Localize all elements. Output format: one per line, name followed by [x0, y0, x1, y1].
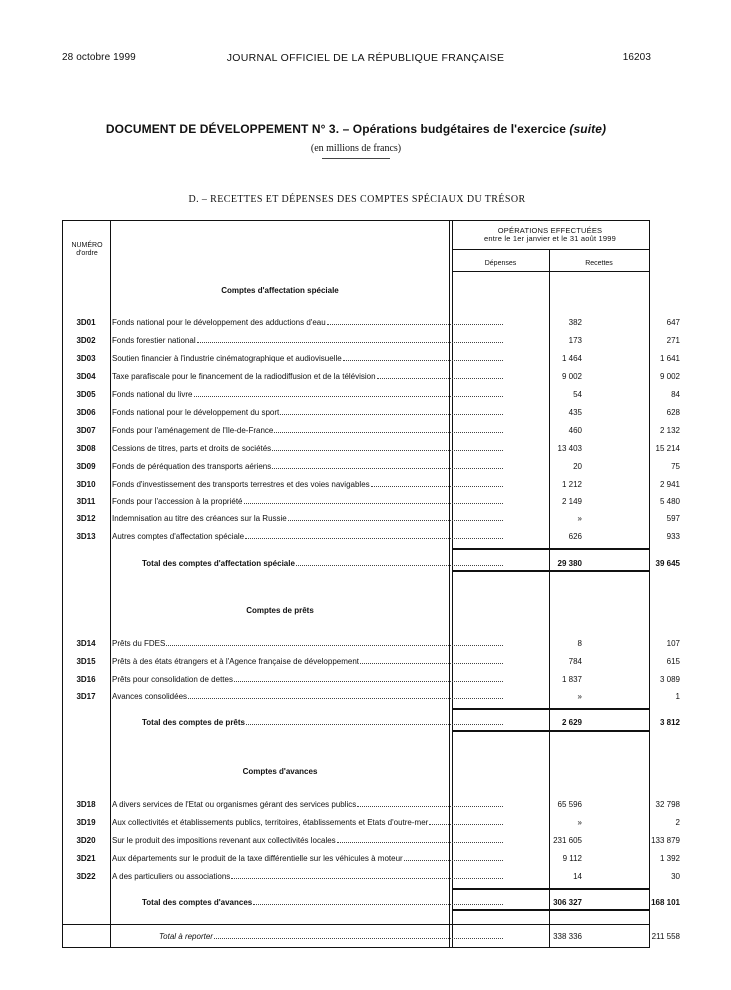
row-code: 3D03 [76, 354, 96, 363]
header-page-number: 16203 [622, 52, 651, 63]
document-title-main: DOCUMENT DE DÉVELOPPEMENT N° 3. – Opérations budgétaires de l'exercice [105, 122, 566, 136]
row-label: A divers services de l'Etat ou organismes gérant des services publics [112, 800, 504, 809]
row-depenses: 54 [573, 390, 582, 399]
table-row [62, 637, 680, 650]
row-depenses: 382 [568, 318, 582, 327]
column-header-number [64, 242, 110, 258]
row-code: 3D19 [76, 818, 96, 827]
row-recettes: 628 [666, 408, 680, 417]
row-label: Fonds de péréquation des transports aériens [112, 462, 504, 471]
group-title-avances: Comptes d'avances [242, 767, 318, 776]
title-divider [322, 158, 390, 159]
row-code: 3D09 [76, 462, 96, 471]
header-rule-ops [452, 249, 650, 250]
column-header-operations-line2: entre le 1er janvier et le 31 août 1999 [483, 234, 617, 243]
total-label: Total des comptes d'avances [142, 898, 504, 907]
row-depenses: 626 [568, 532, 582, 541]
table-row [62, 478, 680, 491]
row-code: 3D14 [76, 639, 96, 648]
report-label: Total à reporter [159, 932, 504, 941]
table-row [62, 388, 680, 401]
row-recettes: 2 [675, 818, 680, 827]
row-code: 3D08 [76, 444, 96, 453]
total-row [62, 716, 680, 729]
header-rule-bottom [452, 271, 650, 272]
table-row [62, 834, 680, 847]
row-label: Avances consolidées [112, 692, 504, 701]
row-recettes: 271 [666, 336, 680, 345]
row-label: Taxe parafiscale pour le financement de la radiodiffusion et de la télévision [112, 372, 504, 381]
row-code: 3D18 [76, 800, 96, 809]
total-rule-top [452, 708, 650, 710]
row-label: Fonds d'investissement des transports terrestres et des voies navigables [112, 480, 504, 489]
total-label: Total des comptes de prêts [142, 718, 504, 727]
row-depenses: 14 [573, 872, 582, 881]
row-label: Fonds national pour le développement des adductions d'eau [112, 318, 504, 327]
row-recettes: 5 480 [659, 497, 680, 506]
row-label: Prêts du FDES [112, 639, 504, 648]
row-depenses: » [577, 514, 582, 523]
column-header-number-line2: d'ordre [76, 250, 98, 257]
row-code: 3D17 [76, 692, 96, 701]
row-label: Fonds pour l'aménagement de l'Ile-de-France [112, 426, 504, 435]
row-code: 3D06 [76, 408, 96, 417]
row-code: 3D21 [76, 854, 96, 863]
row-label: Aux collectivités et établissements publics, territoires, établissements et Etats d'outre-mer [112, 818, 504, 827]
total-recettes: 168 101 [651, 898, 680, 907]
row-recettes: 933 [666, 532, 680, 541]
document-subtitle: (en millions de francs) [310, 143, 402, 154]
row-label: Indemnisation au titre des créances sur la Russie [112, 514, 504, 523]
row-depenses: » [577, 692, 582, 701]
table-row [62, 816, 680, 829]
row-code: 3D10 [76, 480, 96, 489]
total-rule-bottom [452, 909, 650, 911]
row-depenses: 8 [577, 639, 582, 648]
column-header-number-line1: NUMÉRO [71, 242, 103, 249]
row-depenses: 13 403 [557, 444, 582, 453]
row-recettes: 1 641 [659, 354, 680, 363]
total-depenses: 306 327 [553, 898, 582, 907]
row-recettes: 3 089 [659, 675, 680, 684]
row-depenses: 20 [573, 462, 582, 471]
row-depenses: 784 [568, 657, 582, 666]
table-row [62, 442, 680, 455]
total-depenses: 2 629 [561, 718, 582, 727]
row-depenses: 231 605 [553, 836, 582, 845]
row-code: 3D15 [76, 657, 96, 666]
row-depenses: 460 [568, 426, 582, 435]
table-row [62, 370, 680, 383]
group-title-prets: Comptes de prêts [246, 606, 314, 615]
total-rule-top [452, 888, 650, 890]
row-code: 3D02 [76, 336, 96, 345]
table-row [62, 424, 680, 437]
row-label: Cessions de titres, parts et droits de sociétés [112, 444, 504, 453]
row-label: A des particuliers ou associations [112, 872, 504, 881]
row-recettes: 32 798 [655, 800, 680, 809]
row-label: Autres comptes d'affectation spéciale [112, 532, 504, 541]
document-title-suffix: (suite) [569, 122, 607, 136]
table-row [62, 316, 680, 329]
total-recettes: 3 812 [659, 718, 680, 727]
total-row [62, 557, 680, 570]
total-rule-top [452, 548, 650, 550]
table-row [62, 798, 680, 811]
row-code: 3D16 [76, 675, 96, 684]
document-title [0, 122, 712, 136]
report-row [62, 930, 680, 943]
row-label: Soutien financier à l'industrie cinématographique et audiovisuelle [112, 354, 504, 363]
row-depenses: 173 [568, 336, 582, 345]
report-recettes: 211 558 [651, 932, 680, 941]
table-row [62, 352, 680, 365]
group-title-affectation: Comptes d'affectation spéciale [221, 286, 339, 295]
table-row [62, 406, 680, 419]
row-code: 3D01 [76, 318, 96, 327]
row-code: 3D13 [76, 532, 96, 541]
header-journal-title: JOURNAL OFFICIEL DE LA RÉPUBLIQUE FRANÇAISE [226, 52, 505, 64]
column-header-operations [452, 227, 648, 243]
row-depenses: 2 149 [561, 497, 582, 506]
row-recettes: 30 [671, 872, 680, 881]
row-label: Fonds national pour le développement du sport [112, 408, 504, 417]
total-row [62, 896, 680, 909]
column-header-recettes: Recettes [585, 260, 613, 267]
row-depenses: 1 212 [561, 480, 582, 489]
row-code: 3D20 [76, 836, 96, 845]
table-row [62, 870, 680, 883]
table-row [62, 530, 680, 543]
table-row [62, 460, 680, 473]
row-label: Fonds forestier national [112, 336, 504, 345]
row-label: Sur le produit des impositions revenant aux collectivités locales [112, 836, 504, 845]
section-title: D. – RECETTES ET DÉPENSES DES COMPTES SPÉCIAUX DU TRÉSOR [188, 194, 526, 205]
row-recettes: 615 [666, 657, 680, 666]
report-rule [62, 924, 650, 925]
total-rule-bottom [452, 730, 650, 732]
total-rule-bottom [452, 570, 650, 572]
row-depenses: 1 464 [561, 354, 582, 363]
row-recettes: 2 132 [659, 426, 680, 435]
row-recettes: 133 879 [651, 836, 680, 845]
table-row [62, 512, 680, 525]
table-row [62, 690, 680, 703]
row-depenses: » [577, 818, 582, 827]
row-code: 3D11 [76, 497, 96, 506]
table-row [62, 495, 680, 508]
total-recettes: 39 645 [655, 559, 680, 568]
row-recettes: 1 [675, 692, 680, 701]
row-label: Prêts à des états étrangers et à l'Agence française de développement [112, 657, 504, 666]
row-recettes: 15 214 [655, 444, 680, 453]
row-code: 3D22 [76, 872, 96, 881]
row-recettes: 9 002 [659, 372, 680, 381]
column-header-depenses: Dépenses [484, 260, 517, 267]
row-recettes: 647 [666, 318, 680, 327]
column-header-operations-line1: OPÉRATIONS EFFECTUÉES [497, 226, 603, 235]
row-label: Fonds national du livre [112, 390, 504, 399]
row-depenses: 1 837 [561, 675, 582, 684]
table-row [62, 852, 680, 865]
row-label: Prêts pour consolidation de dettes [112, 675, 504, 684]
row-code: 3D04 [76, 372, 96, 381]
row-recettes: 2 941 [659, 480, 680, 489]
row-recettes: 597 [666, 514, 680, 523]
row-depenses: 9 112 [562, 854, 582, 863]
row-recettes: 75 [671, 462, 680, 471]
row-depenses: 65 596 [557, 800, 582, 809]
row-label: Aux départements sur le produit de la taxe différentielle sur les véhicules à moteur [112, 854, 504, 863]
row-code: 3D05 [76, 390, 96, 399]
row-recettes: 1 392 [659, 854, 680, 863]
row-code: 3D12 [76, 514, 96, 523]
row-depenses: 435 [568, 408, 582, 417]
total-label: Total des comptes d'affectation spéciale [142, 559, 504, 568]
table-row [62, 655, 680, 668]
row-recettes: 107 [666, 639, 680, 648]
row-recettes: 84 [671, 390, 680, 399]
row-depenses: 9 002 [561, 372, 582, 381]
header-date: 28 octobre 1999 [62, 52, 136, 63]
report-depenses: 338 336 [553, 932, 582, 941]
row-label: Fonds pour l'accession à la propriété [112, 497, 504, 506]
table-row [62, 673, 680, 686]
table-row [62, 334, 680, 347]
total-depenses: 29 380 [557, 559, 582, 568]
row-code: 3D07 [76, 426, 96, 435]
